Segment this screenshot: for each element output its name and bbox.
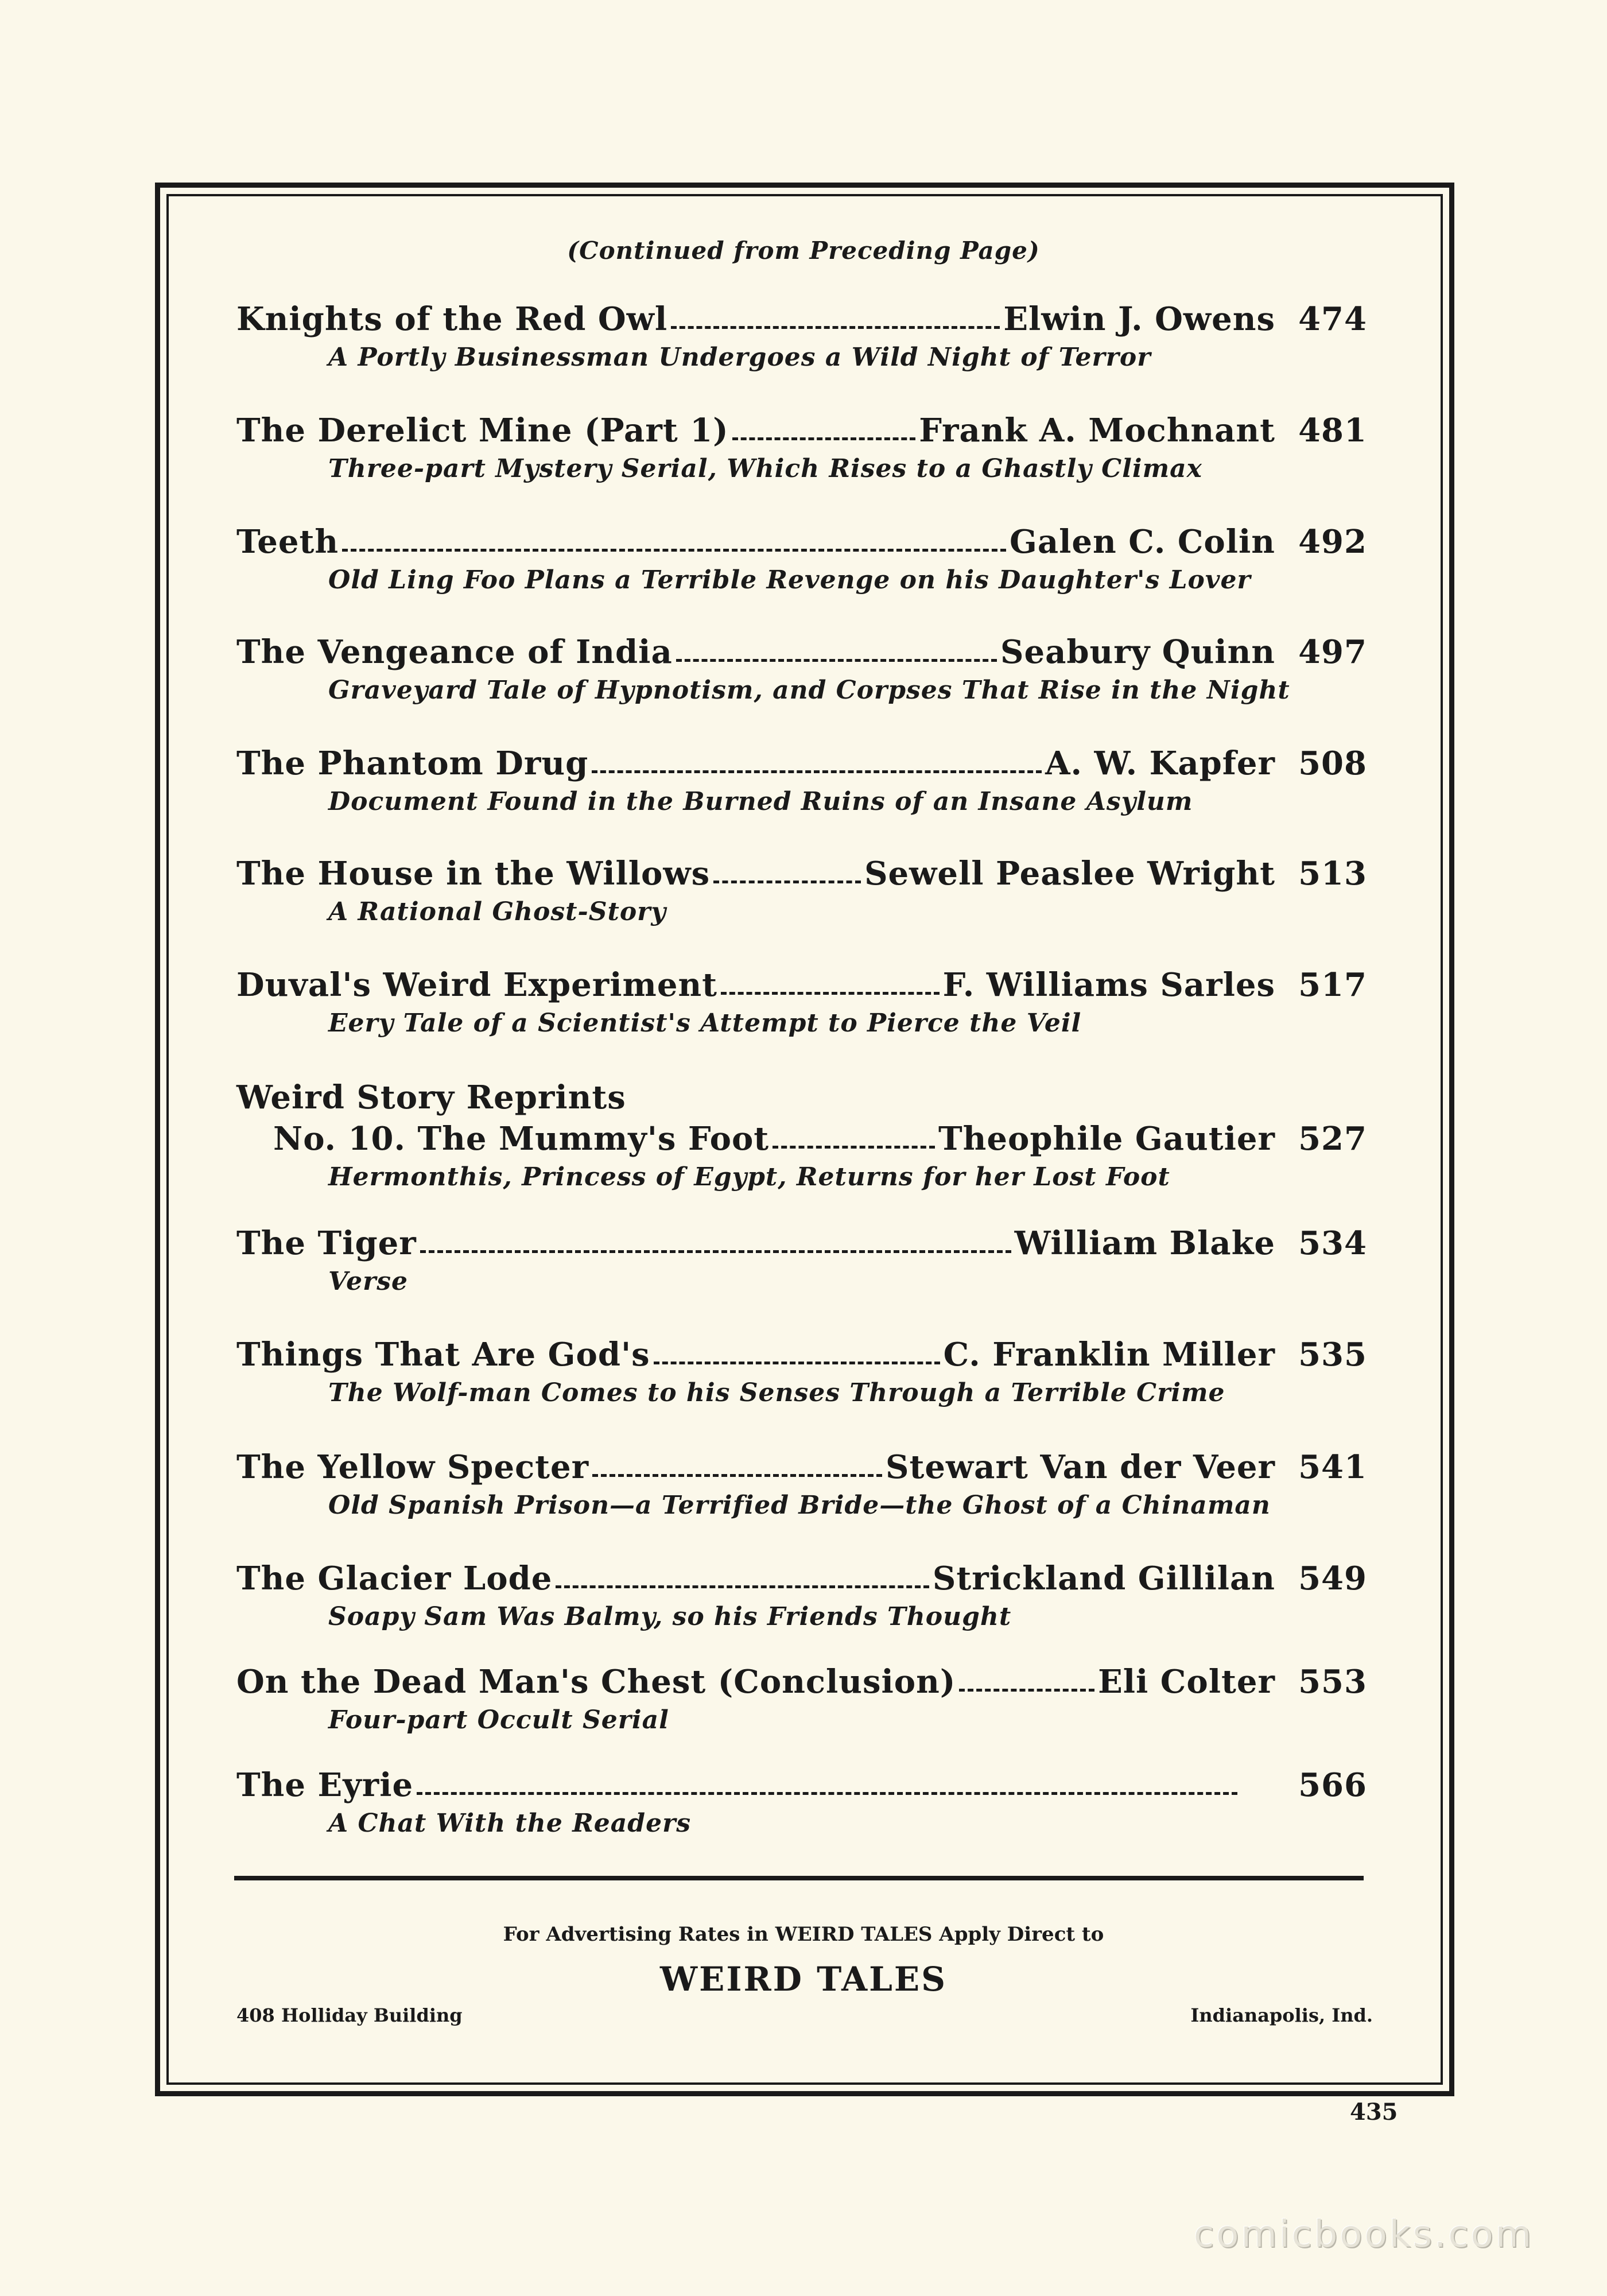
story-title: The Phantom Drug: [236, 744, 589, 782]
dot-leader: [676, 659, 997, 662]
toc-entry: [236, 410, 1367, 487]
footer-rule: [234, 1876, 1364, 1880]
story-title: Duval's Weird Experiment: [236, 966, 718, 1004]
dot-leader: [959, 1689, 1094, 1692]
toc-entry: [236, 743, 1367, 820]
dot-leader: [417, 1792, 1237, 1795]
story-description: Eery Tale of a Scientist's Attempt to Pierce the Veil: [328, 1009, 1082, 1038]
section-heading: Weird Story Reprints: [236, 1079, 626, 1116]
story-description: Graveyard Tale of Hypnotism, and Corpses That Rise in the Night: [328, 676, 1290, 705]
toc-entry: [236, 298, 1367, 375]
story-title: The Glacier Lode: [236, 1560, 553, 1597]
page-number: 535: [1298, 1336, 1367, 1374]
story-description: The Wolf-man Comes to his Senses Through a Terrible Crime: [328, 1378, 1225, 1407]
story-title: On the Dead Man's Chest (Conclusion): [236, 1663, 956, 1701]
story-author: Stewart Van der Veer: [886, 1448, 1275, 1486]
story-title: Teeth: [236, 523, 339, 561]
story-title: The Vengeance of India: [236, 633, 673, 671]
story-author: Galen C. Colin: [1010, 523, 1275, 561]
page-number: 492: [1298, 523, 1367, 561]
story-author: F. Williams Sarles: [942, 966, 1275, 1004]
story-title: Knights of the Red Owl: [236, 300, 668, 338]
magazine-name: WEIRD TALES: [659, 1960, 948, 1999]
story-description: Old Spanish Prison—a Terrified Bride—the Ghost of a Chinaman: [328, 1491, 1271, 1520]
toc-entry: [236, 631, 1367, 708]
story-title: Things That Are God's: [236, 1336, 650, 1374]
story-description: Hermonthis, Princess of Egypt, Returns for her Lost Foot: [328, 1162, 1170, 1192]
toc-entry: [236, 1661, 1367, 1738]
page-number: 527: [1298, 1120, 1367, 1158]
dot-leader: [713, 881, 861, 883]
page-number: 549: [1298, 1560, 1367, 1597]
toc-entry: [236, 1334, 1367, 1411]
toc-entry: [236, 1558, 1367, 1635]
page-number: 517: [1298, 966, 1367, 1004]
story-author: Strickland Gillilan: [932, 1560, 1275, 1597]
page-number: 553: [1298, 1663, 1367, 1701]
story-author: C. Franklin Miller: [943, 1336, 1275, 1374]
site-watermark: comicbooks.com: [1194, 2213, 1534, 2256]
story-description: Four-part Occult Serial: [328, 1705, 669, 1735]
story-description: A Chat With the Readers: [328, 1809, 692, 1838]
story-description: Three-part Mystery Serial, Which Rises to a Ghastly Climax: [328, 454, 1202, 483]
page-number: 474: [1298, 300, 1367, 338]
dot-leader: [420, 1250, 1011, 1253]
story-title: The House in the Willows: [236, 855, 711, 893]
story-title: The Derelict Mine (Part 1): [236, 412, 729, 449]
story-description: A Rational Ghost-Story: [328, 897, 666, 926]
story-author: Theophile Gautier: [938, 1120, 1275, 1158]
toc-entry: [236, 853, 1367, 930]
story-author: Sewell Peaslee Wright: [864, 855, 1275, 893]
dot-leader: [342, 549, 1006, 552]
toc-entry: [236, 964, 1367, 1041]
page-number: 541: [1298, 1448, 1367, 1486]
story-title: No. 10. The Mummy's Foot: [273, 1120, 770, 1158]
page-number: 497: [1298, 633, 1367, 671]
story-author: Elwin J. Owens: [1003, 300, 1275, 338]
story-description: A Portly Businessman Undergoes a Wild Night of Terror: [328, 343, 1151, 372]
dot-leader: [654, 1362, 940, 1364]
story-description: Verse: [328, 1267, 409, 1296]
dot-leader: [592, 770, 1042, 773]
story-author: Eli Colter: [1098, 1663, 1275, 1701]
story-author: Seabury Quinn: [1000, 633, 1275, 671]
story-title: The Eyrie: [236, 1766, 414, 1804]
story-author: A. W. Kapfer: [1045, 744, 1275, 782]
page-number: 534: [1298, 1224, 1367, 1262]
story-title: The Yellow Specter: [236, 1448, 589, 1486]
story-author: William Blake: [1014, 1224, 1275, 1262]
page-number: 513: [1298, 855, 1367, 893]
dot-leader: [556, 1585, 929, 1588]
page-number: 481: [1298, 412, 1367, 449]
address-city: Indianapolis, Ind.: [1190, 2004, 1373, 2026]
story-description: Soapy Sam Was Balmy, so his Friends Thought: [328, 1602, 1012, 1631]
advertising-note: For Advertising Rates in WEIRD TALES Apply Direct to: [503, 1923, 1104, 1946]
page-number: 566: [1298, 1766, 1367, 1804]
toc-entry: [236, 1077, 1367, 1195]
continued-note: (Continued from Preceding Page): [567, 236, 1040, 265]
story-title: The Tiger: [236, 1224, 417, 1262]
dot-leader: [721, 992, 940, 995]
dot-leader: [592, 1474, 882, 1477]
toc-entry: [236, 1764, 1367, 1841]
story-author: Frank A. Mochnant: [919, 412, 1275, 449]
page-number: 508: [1298, 744, 1367, 782]
toc-entry: [236, 1446, 1367, 1523]
toc-entry: [236, 521, 1367, 598]
story-description: Old Ling Foo Plans a Terrible Revenge on his Daughter's Lover: [328, 565, 1251, 595]
page-folio: 435: [1350, 2099, 1398, 2126]
dot-leader: [671, 326, 1000, 329]
dot-leader: [773, 1146, 935, 1149]
address-building: 408 Holliday Building: [236, 2004, 463, 2026]
story-description: Document Found in the Burned Ruins of an Insane Asylum: [328, 787, 1193, 816]
dot-leader: [732, 437, 916, 440]
toc-entry: [236, 1223, 1367, 1300]
